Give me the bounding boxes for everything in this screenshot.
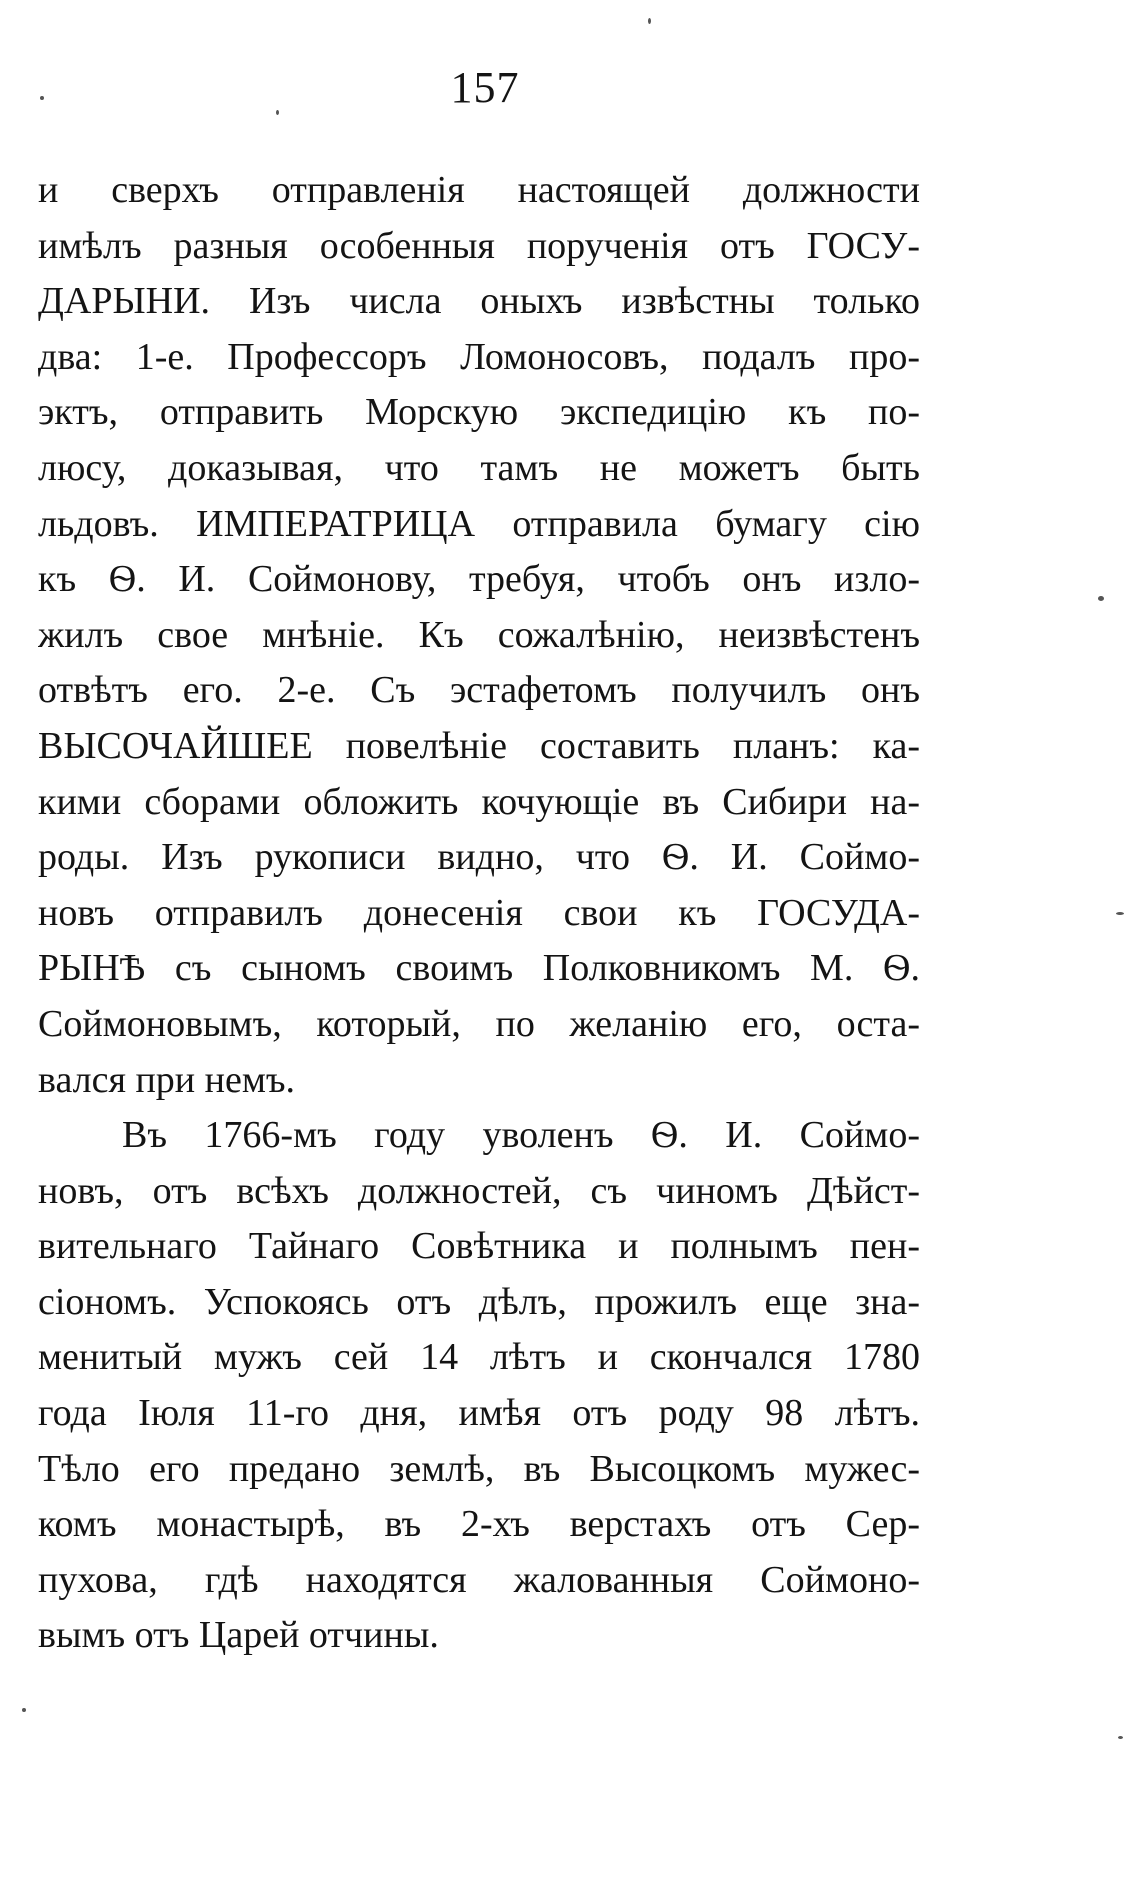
text-line: комъ монастырѣ, въ 2-хъ верстахъ отъ Сер- — [38, 1503, 920, 1546]
text-line: года Іюля 11-го дня, имѣя отъ роду 98 лѣтъ. — [38, 1392, 920, 1435]
text-line: къ Ѳ. И. Соймонову, требуя, чтобъ онъ изло- — [38, 558, 920, 601]
text-line: имѣлъ разныя особенныя порученія отъ ГОСУ- — [38, 224, 920, 267]
text-line: роды. Изъ рукописи видно, что Ѳ. И. Соймо- — [38, 836, 920, 879]
scan-speck — [22, 1708, 26, 1712]
scan-speck — [40, 96, 44, 100]
scan-speck — [1116, 912, 1124, 915]
text-line: ВЫСОЧАЙШЕЕ повелѣніе составить планъ: ка- — [38, 724, 920, 767]
text-line: и сверхъ отправленія настоящей должности — [38, 169, 920, 211]
text-line: Въ 1766-мъ году уволенъ Ѳ. И. Соймо- — [122, 1114, 920, 1157]
scan-speck — [648, 18, 651, 24]
text-line: два: 1-е. Профессоръ Ломоносовъ, подалъ про- — [38, 335, 920, 378]
text-line: новъ отправилъ донесенія свои къ ГОСУДА- — [38, 891, 920, 934]
text-line: жилъ свое мнѣніе. Къ сожалѣнію, неизвѣстенъ — [38, 613, 920, 656]
text-line: пухова, гдѣ находятся жалованныя Соймоно- — [38, 1558, 920, 1601]
text-line: льдовъ. ИМПЕРАТРИЦА отправила бумагу сію — [38, 502, 920, 545]
scan-speck — [1098, 596, 1104, 601]
text-line: кими сборами обложить кочующіе въ Сибири на- — [38, 780, 920, 823]
text-line: эктъ, отправить Морскую экспедицію къ по- — [38, 391, 920, 434]
text-line: вительнаго Тайнаго Совѣтника и полнымъ пен- — [38, 1225, 920, 1268]
paragraph — [38, 163, 920, 1108]
text-line: менитый мужъ сей 14 лѣтъ и скончался 1780 — [38, 1336, 920, 1379]
text-line: Соймоновымъ, который, по желанію его, оста- — [38, 1002, 920, 1045]
page-number: 157 — [450, 63, 520, 112]
paragraph — [38, 1108, 920, 1664]
scan-speck — [276, 110, 279, 115]
text-line: новъ, отъ всѣхъ должностей, съ чиномъ Дѣйст- — [38, 1169, 920, 1212]
text-line: люсу, доказывая, что тамъ не можетъ быть — [38, 446, 920, 489]
text-line: сіономъ. Успокоясь отъ дѣлъ, прожилъ еще зна- — [38, 1280, 920, 1323]
text-line: отвѣтъ его. 2-е. Съ эстафетомъ получилъ онъ — [38, 669, 920, 712]
text-block — [38, 163, 920, 1664]
text-line: Тѣло его предано землѣ, въ Высоцкомъ мужес- — [38, 1447, 920, 1490]
text-line: вымъ отъ Царей отчины. — [38, 1614, 439, 1657]
text-line: вался при немъ. — [38, 1058, 296, 1101]
scan-speck — [1118, 1736, 1123, 1739]
text-line: ДАРЫНИ. Изъ числа оныхъ извѣстны только — [38, 280, 920, 323]
text-line: РЫНѢ съ сыномъ своимъ Полковникомъ М. Ѳ. — [38, 947, 920, 990]
